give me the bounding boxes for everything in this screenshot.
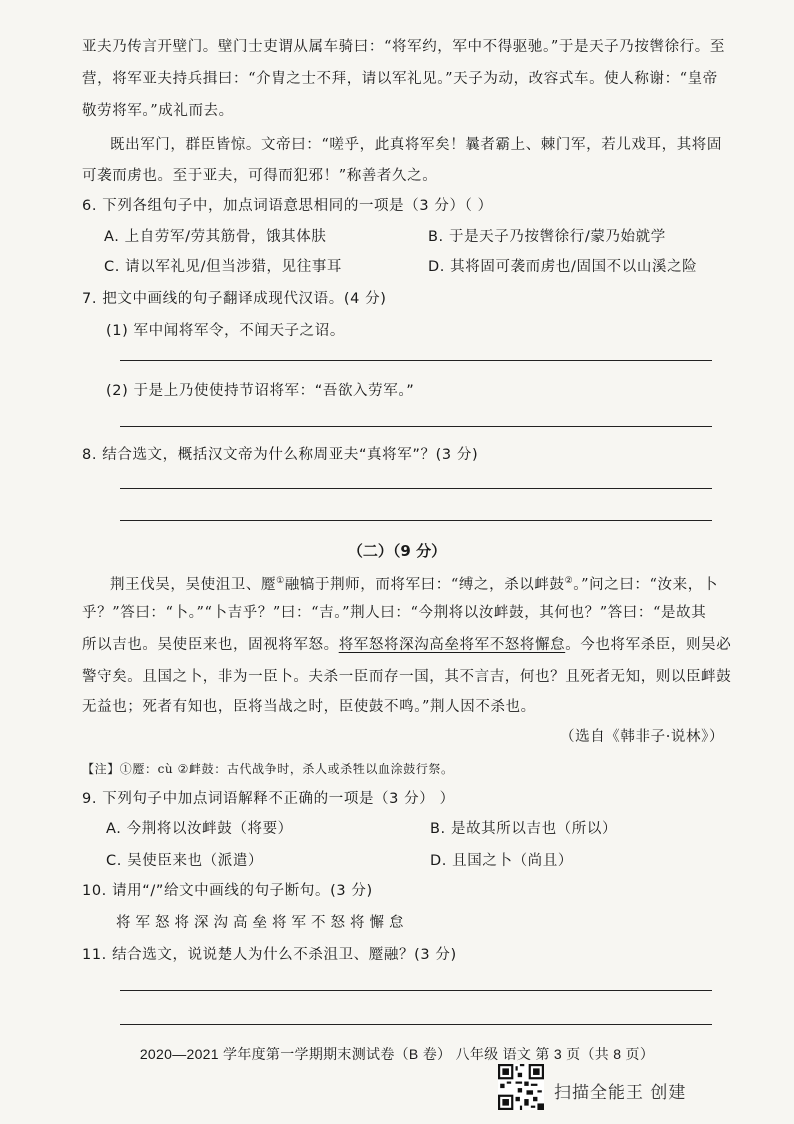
answer-line	[120, 360, 712, 361]
section-title: （二）（9 分）	[347, 542, 447, 560]
question-7-stem: 7. 把文中画线的句子翻译成现代汉语。(4 分)	[82, 291, 387, 307]
footnote-marker: ②	[564, 576, 574, 586]
passage-line: 警守矣。且国之卜，非为一臣卜。夫杀一臣而存一国，其不言吉，何也？且死者无知，则以臣衅鼓	[82, 669, 732, 685]
question-6-option-c: C. 请以军礼见/但当涉猎，见往事耳	[104, 259, 343, 275]
question-9-option-c: C. 吴使臣来也（派遣）	[106, 853, 264, 869]
passage-line: 敬劳将军。”成礼而去。	[82, 103, 234, 119]
question-9-option-b: B. 是故其所以吉也（所以）	[430, 821, 618, 837]
annotation-note: 【注】①蹷：cù ②衅鼓：古代战争时，杀人或杀牲以血涂鼓行祭。	[82, 762, 454, 776]
question-10-stem: 10. 请用“/”给文中画线的句子断句。(3 分)	[82, 883, 373, 899]
answer-line	[120, 1024, 712, 1025]
passage-line: 亚夫乃传言开壁门。壁门士吏谓从属车骑曰：“将军约，军中不得驱驰。”于是天子乃按辔徐行。至	[82, 39, 725, 55]
page-footer: 2020—2021 学年度第一学期期末测试卷（B 卷） 八年级 语文 第 3 页（共 8 页）	[139, 1046, 655, 1062]
question-9-option-d: D. 且国之卜（尚且）	[430, 853, 573, 869]
passage-line: 既出军门，群臣皆惊。文帝曰：“嗟乎，此真将军矣！曩者霸上、棘门军，若儿戏耳，其将固	[110, 137, 723, 153]
question-9-option-a: A. 今荆将以汝衅鼓（将要）	[106, 821, 293, 837]
question-7-sentence-1: (1) 军中闻将军令，不闻天子之诏。	[106, 323, 345, 339]
passage-line: 无益也；死者有知也，臣将当战之时，臣使鼓不鸣。”荆人因不杀也。	[82, 699, 536, 715]
passage-line: 所以吉也。吴使臣来也，固视将军怒。将军怒将深沟高垒将军不怒将懈怠。今也将军杀臣，则吴必	[82, 637, 732, 653]
question-6-option-b: B. 于是天子乃按辔徐行/蒙乃始就学	[428, 229, 666, 245]
answer-line	[120, 488, 712, 489]
question-8-stem: 8. 结合选文，概括汉文帝为什么称周亚夫“真将军”？(3 分)	[82, 447, 479, 463]
passage-line: 乎？”答曰：“卜。”“卜吉乎？”曰：“吉。”荆人曰：“今荆将以汝衅鼓，其何也？”答曰：“是故其	[82, 605, 707, 621]
answer-line	[120, 990, 712, 991]
question-11-stem: 11. 结合选文，说说楚人为什么不杀沮卫、蹷融？(3 分)	[82, 947, 457, 963]
question-9-stem: 9. 下列句子中加点词语解释不正确的一项是（3 分） ）	[82, 791, 455, 807]
answer-line	[120, 520, 712, 521]
passage-line: 荆王伐吴，吴使沮卫、蹷①融犒于荆师，而将军曰：“缚之，杀以衅鼓②。”问之曰：“汝来，卜	[110, 576, 718, 593]
footnote-marker: ①	[276, 576, 285, 586]
passage-line: 营，将军亚夫持兵揖曰：“介胄之士不拜，请以军礼见。”天子为动，改容式车。使人称谢：“皇帝	[82, 71, 718, 87]
underlined-sentence: 将军怒将深沟高垒将军不怒将懈怠	[338, 637, 566, 653]
question-6-option-a: A. 上自劳军/劳其筋骨，饿其体肤	[104, 229, 327, 245]
question-6-option-d: D. 其将固可袭而虏也/固国不以山溪之险	[428, 259, 698, 275]
question-7-sentence-2: (2) 于是上乃使使持节诏将军：“吾欲入劳军。”	[106, 383, 415, 399]
answer-line	[120, 426, 712, 427]
scanner-brand: 扫描全能王 创建	[554, 1083, 687, 1103]
qr-code-icon	[498, 1064, 544, 1110]
passage-line: 可袭而虏也。至于亚夫，可得而犯邪！”称善者久之。	[82, 168, 438, 184]
question-10-sentence: 将军怒将深沟高垒将军不怒将懈怠	[116, 915, 409, 931]
source-citation: （选自《韩非子·说林》）	[560, 729, 725, 745]
question-6-stem: 6. 下列各组句子中，加点词语意思相同的一项是（3 分）（ ）	[82, 198, 493, 214]
